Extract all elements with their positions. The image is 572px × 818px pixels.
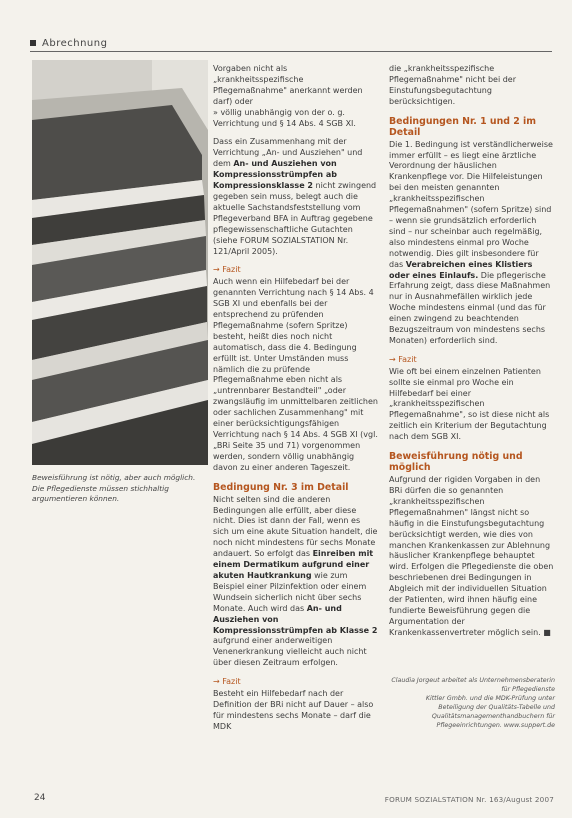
fazit-label: → Fazit <box>213 265 241 275</box>
fazit-paragraph: Wie oft bei einem einzelnen Patienten sollte sie einmal pro Woche ein Hilfebedarf bei einer „krankheitsspezifischen Pflegemaßnahme", so ist diese nicht als zeitlich ein Kriterium der Begutachtung nach dem SGB XI. <box>389 366 550 442</box>
paragraph: Dass ein Zusammenhang mit der Verrichtung „An- und Ausziehen" und dem An- und Ausziehen von Kompressionsstrümpfen ab Kompressionsklasse 2 nicht zwingend gegeben sein muss, belegt auch die aktuelle Sachstandsfeststellung vom Pflegeverband BFA in Auftrag gegebene pflegewissenschaftliche Gutachten (siehe FORUM SOZIALSTATION Nr. 121/April 2005). <box>213 137 377 256</box>
photo-caption: Beweisführung ist nötig, aber auch möglich. Die Pflegedienste müssen stichhaltig argumentieren können. <box>32 473 196 503</box>
section-header <box>30 38 107 49</box>
header-rule <box>30 51 552 52</box>
issue-info: FORUM SOZIALSTATION Nr. 163/August 2007 <box>384 795 554 804</box>
section-title: Abrechnung <box>42 38 108 49</box>
credit-line: Claudia Jorgeut arbeitet als Unternehmensberaterin für Pflegedienste <box>391 677 555 694</box>
fazit-paragraph: Besteht ein Hilfebedarf nach der Definition der BRi nicht auf Dauer – also für mindestens sechs Monate – darf die MDK <box>213 689 374 731</box>
paragraph: die „krankheitsspezifische Pflegemaßnahme" nicht bei der Einstufungsbegutachtung berücksichtigen. <box>389 64 516 106</box>
subheading-bedingung-1-2: Bedingungen Nr. 1 und 2 im Detail <box>389 115 537 138</box>
list-continuation <box>213 64 378 129</box>
subheading-beweisfuehrung: Beweisführung nötig und möglich <box>389 451 523 474</box>
fazit-label: → Fazit <box>213 677 241 687</box>
paragraph: Aufgrund der rigiden Vorgaben in den BRi dürfen die so genannten „krankheitsspezifischen Pflegemaßnahmen" längst nicht so häufig in die Einstufungsbegutachtung berücksichtigt werden, wie dies von manchen Krankenkassen zur Ablehnung häuslicher Krankenpflege behauptet wird. Erfolgen die Pflegedienste die oben beschriebenen drei Bedingungen in Abgleich mit der individuellen Situation der Patienten, wird ihnen häufig eine fundierte Beweisführung gegen die Argumentation der Krankenkassenvertreter möglich sein. ■ <box>389 475 554 637</box>
fazit-paragraph: Auch wenn ein Hilfebedarf bei der genannten Verrichtung nach § 14 Abs. 4 SGB XI und ebenfalls bei der entsprechend zu prüfenden Pflegemaßnahme (sofern Spritze) besteht, heißt dies noch nicht automatisch, dass die 4. Bedingung erfüllt ist. Unter Umständen muss nämlich die zu prüfende Pflegemaßnahme eben nicht als „untrennbarer Bestandteil" „oder zwangsläufig im unmittelbaren zeitlichen oder sachlichen Zusammenhang" mit einer berücksichtigungsfähigen Verrichtung nach § 14 Abs. 4 SGB XI (vgl. „BRi Seite 35 und 71) vorgenommen werden, sondern völlig unabhängig davon zu einer anderen Tageszeit. <box>213 277 378 472</box>
author-credit <box>389 676 555 731</box>
paragraph: Die 1. Bedingung ist verständlicherweise immer erfüllt – es liegt eine ärztliche Verordnung der häuslichen Krankenpflege vor. Die Hilfeleistungen bei den meisten genannten „krankheitsspezifischen Pflegemaßnahmen" (sofern Spritze) sind – wenn sie grundsätzlich erforderlich sind – nur scheinbar auch regelmäßig, also mindestens einmal pro Woche notwendig. Dies gilt insbesondere für das Verabreichen eines Klistiers oder eines Einlaufs. Die pflegerische Erfahrung zeigt, dass diese Maßnahmen nur in Ausnahmefällen wirklich jede Woche mindestens einmal (und das für einen zwingend zu beachtenden Bezugszeitraum von mindestens sechs Monaten) erforderlich sind. <box>389 139 553 345</box>
fazit-label: → Fazit <box>389 354 417 364</box>
column-right <box>389 64 555 647</box>
paragraph: Nicht selten sind die anderen Bedingungen alle erfüllt, aber diese nicht. Dies ist dann der Fall, wenn es sich um eine akute Situation handelt, die noch nicht mindestens für sechs Monate andauert. So erfolgt das Einreiben mit einem Dermatikum aufgrund einer akuten Hautkrankung wie zum Beispiel einer Pilzinfektion oder einem Wundsein sicherlich nicht über sechs Monate. Auch wird das An- und Ausziehen von Kompressionsstrümpfen ab Klasse 2 aufgrund einer anderweitigen Venenerkrankung vielleicht auch nicht über diesen Zeitraum erfolgen. <box>213 494 378 668</box>
subheading-bedingung-3: Bedingung Nr. 3 im Detail <box>213 481 349 493</box>
square-bullet-icon <box>30 40 36 46</box>
credit-line: Pflegeeinrichtungen. www.suppert.de <box>436 722 555 730</box>
list-item: » völlig unabhängig von der o. g. Verrichtung und § 14 Abs. 4 SGB XI. <box>213 107 356 128</box>
credit-line: Qualitätsmanagementhandbuchern für <box>431 713 555 721</box>
list-item: Vorgaben nicht als „krankheitsspezifische Pflegemaßnahme" anerkannt werden darf) oder <box>213 64 363 106</box>
photo-stacked-folders <box>32 60 208 465</box>
credit-line: Beteiligung der Qualitäts-Tabelle und <box>438 704 555 712</box>
column-left <box>213 64 378 741</box>
page-number: 24 <box>34 793 46 803</box>
credit-line: Kittler Gmbh. und die MDK-Prüfung unter <box>425 695 555 703</box>
